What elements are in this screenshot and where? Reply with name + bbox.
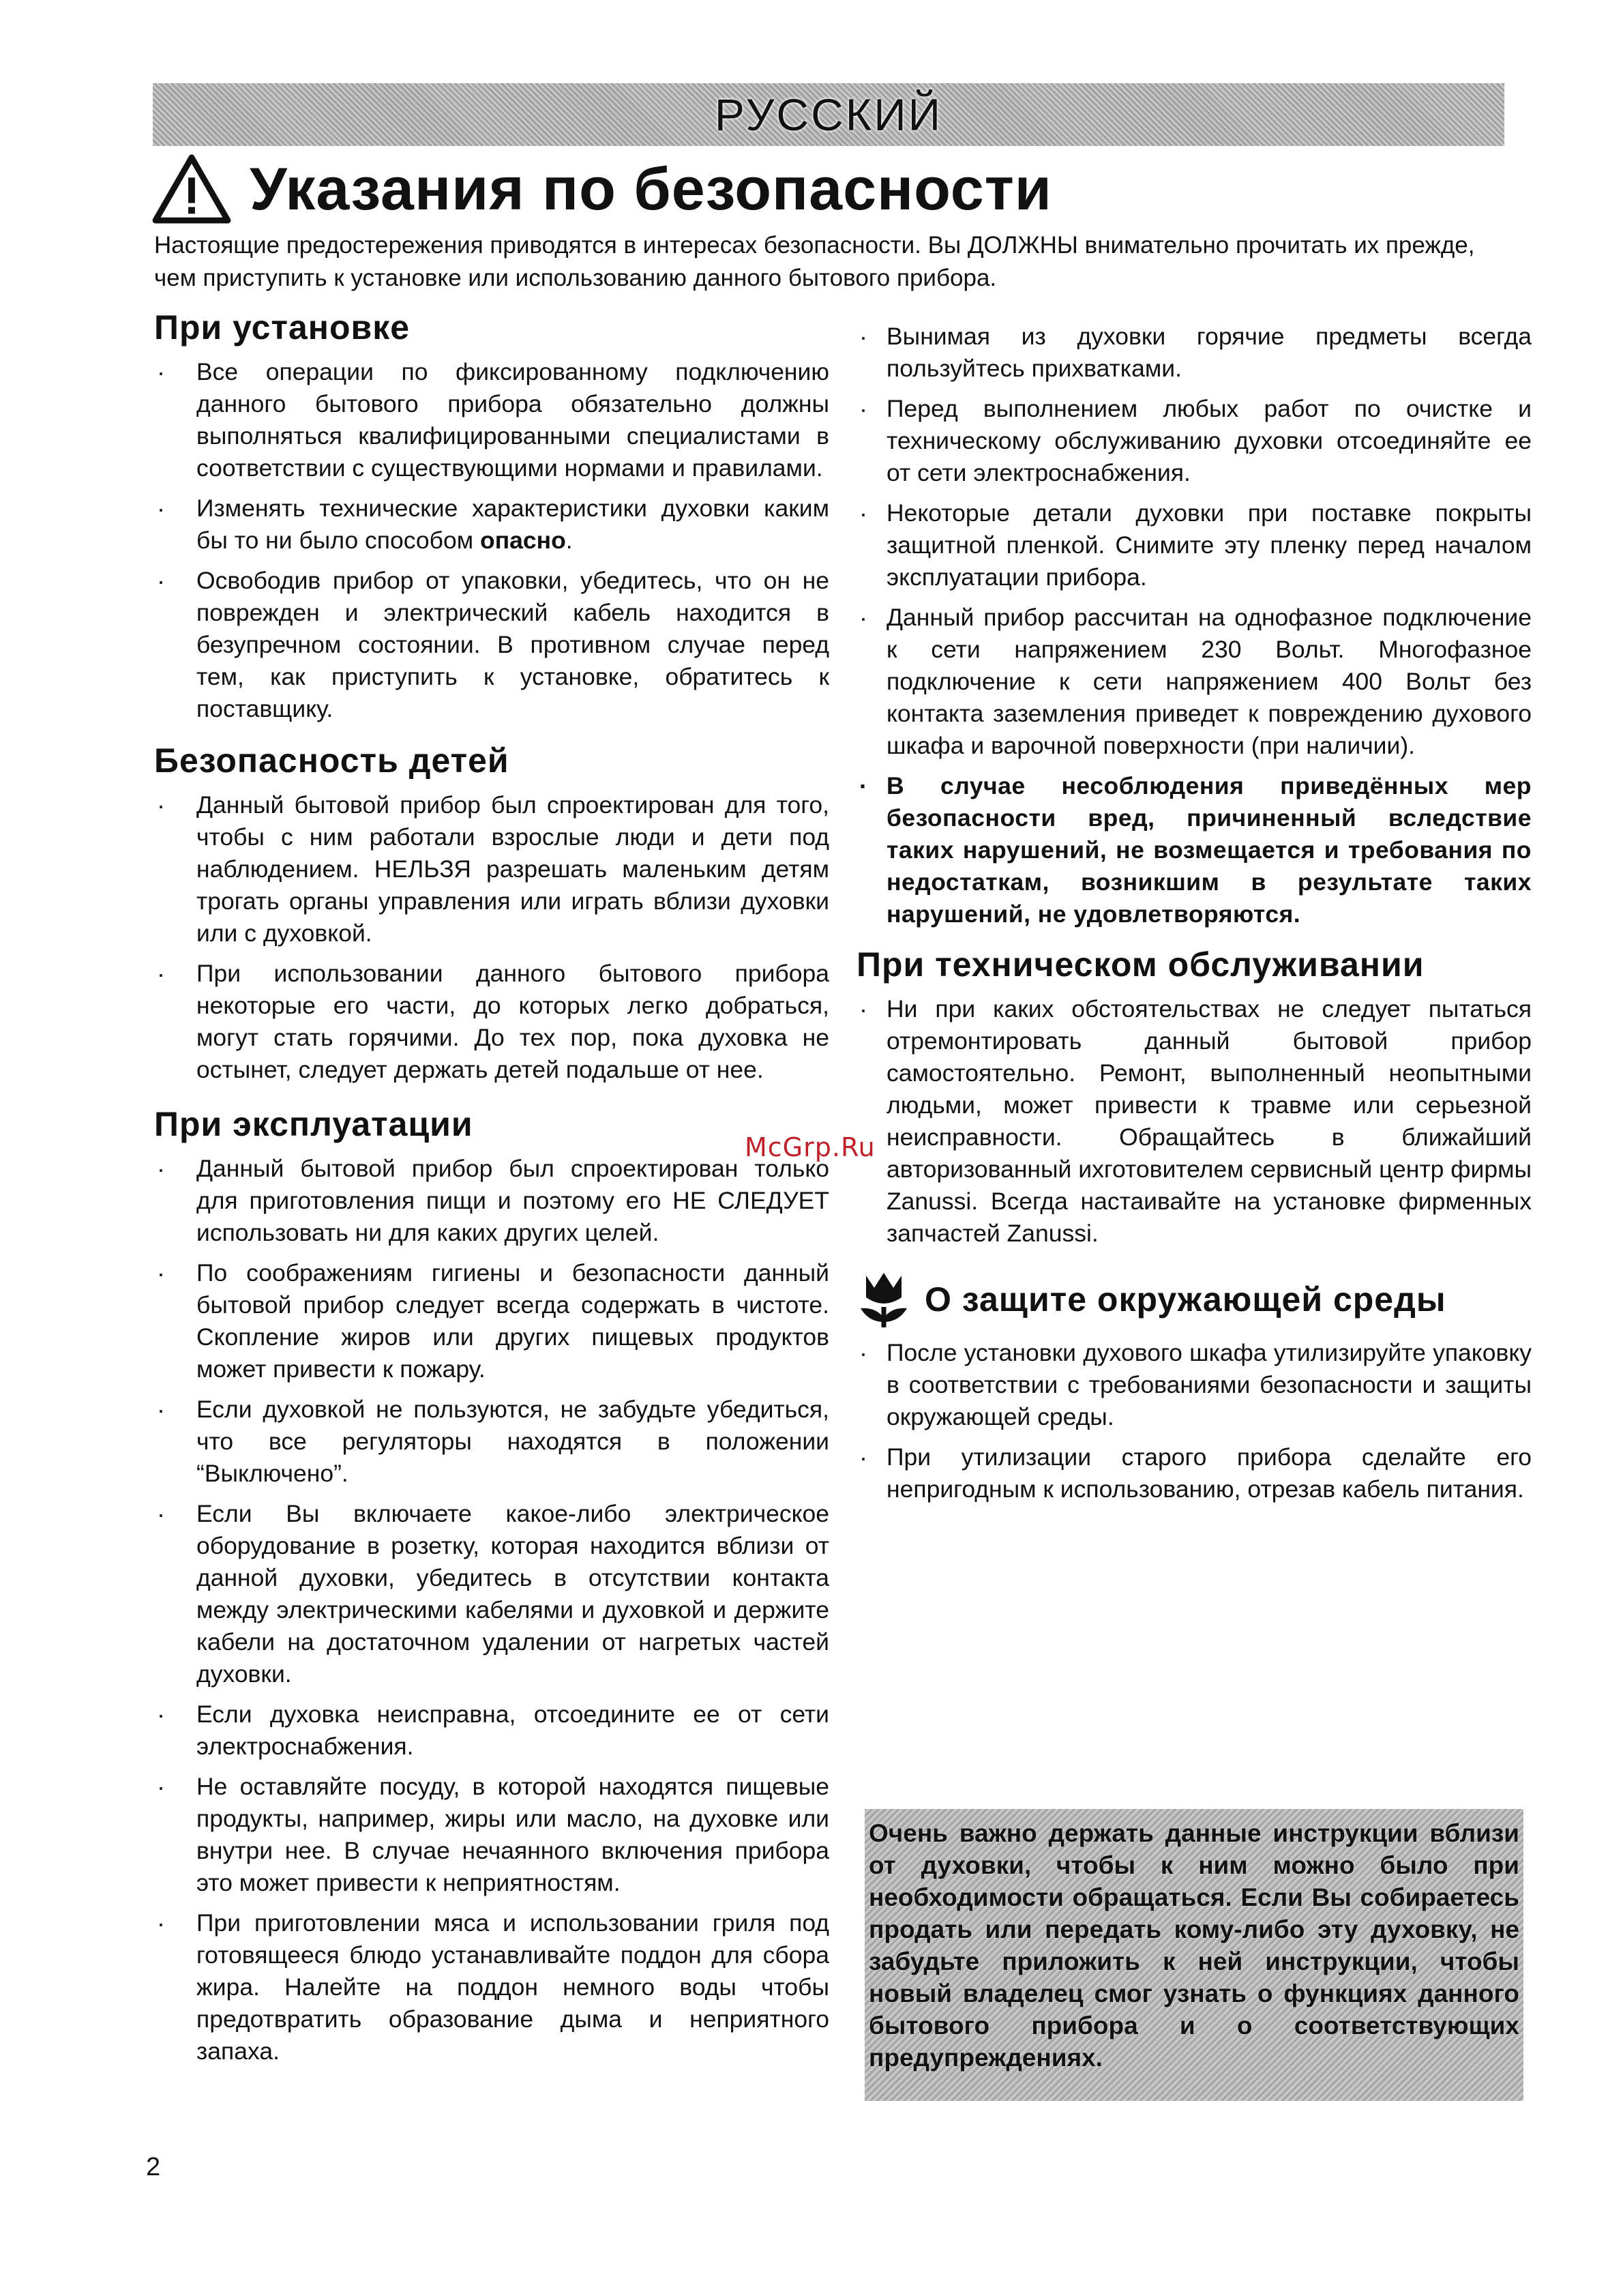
list-item: · Некоторые детали духовки при поставке покрыты защитной пленкой. Снимите эту пленку перед началом эксплуатации прибора.: [857, 497, 1532, 593]
list-item: · Вынимая из духовки горячие предметы всегда пользуйтесь прихватками.: [857, 321, 1532, 385]
list-item: · Не оставляйте посуду, в которой находятся пищевые продукты, например, жиры или масло, на духовке или внутри нее. В случае нечаянного включения прибора это может привести к неприятностям.: [154, 1771, 829, 1899]
installation-list: [154, 356, 829, 725]
list-item: · Ни при каких обстоятельствах не следует пытаться отремонтировать данный бытовой прибор самостоятельно. Ремонт, выполненный неопытными людьми, может привести к травме или серьезной неисправности. Обращайтесь в ближайший авторизованный ихготовителем сервисный центр фирмы Zanussi. Всегда настаивайте на установке фирменных запчастей Zanussi.: [857, 993, 1532, 1250]
heading-children: Безопасность детей: [154, 741, 509, 780]
danger-text: Изменять технические характеристики духовки каким бы то ни было способом: [196, 495, 829, 554]
list-item: · Если духовка неисправна, отсоедините ее от сети электроснабжения.: [154, 1698, 829, 1763]
list-item: · Перед выполнением любых работ по очистке и техническому обслуживанию духовки отсоединяйте ее от сети электроснабжения.: [857, 393, 1532, 489]
list-item: · При использовании данного бытового прибора некоторые его части, до которых легко добраться, могут стать горячими. До тех пор, пока духовка не остынет, следует держать детей подальше от нее.: [154, 958, 829, 1086]
page-title: [151, 151, 1052, 226]
children-list: [154, 789, 829, 1086]
list-item-danger: [154, 492, 829, 557]
list-item: · Данный бытовой прибор был спроектирован только для приготовления пищи и поэтому его НЕ СЛЕДУЕТ использовать ни для каких других целей.: [154, 1153, 829, 1249]
watermark: McGrp.Ru: [745, 1132, 876, 1162]
heading-operation: При эксплуатации: [154, 1105, 473, 1143]
heading-maintenance: При техническом обслуживании: [857, 945, 1425, 984]
danger-word: опасно: [480, 527, 566, 554]
notice-text: Очень важно держать данные инструкции вблизи от духовки, чтобы к ним можно было при необходимости обращаться. Если Вы собираетесь продать или передать кому-либо эту духовку, не забудьте приложить к ней инструкции, чтобы новый владелец смог узнать о функциях данного бытового прибора и о соответствующих предупреждениях.: [869, 1819, 1519, 2072]
environment-list: [857, 1337, 1532, 1505]
list-item: · Если духовкой не пользуются, не забудьте убедиться, что все регуляторы находятся в положении “Выключено”.: [154, 1394, 829, 1490]
list-item: · Данный прибор рассчитан на однофазное подключение к сети напряжением 230 Вольт. Многофазное подключение к сети напряжением 400 Вольт без контакта заземления приведет к повреждению духового шкафа и варочной поверхности (при наличии).: [857, 602, 1532, 762]
operation-list-continued: [857, 321, 1532, 930]
page-number: 2: [146, 2153, 161, 2181]
environment-title: О защите окружающей среды: [925, 1280, 1446, 1319]
title-text: Указания по безопасности: [250, 155, 1052, 222]
list-item: · Если Вы включаете какое-либо электрическое оборудование в розетку, которая находится вблизи от данной духовки, убедитесь в отсутствии контакта между электрическими кабелями и духовкой и держите кабели на достаточном удалении от нагретых частей духовки.: [154, 1498, 829, 1690]
language-label: РУССКИЙ: [714, 89, 943, 140]
right-column: [857, 321, 1532, 1514]
heading-installation: При установке: [154, 308, 411, 347]
language-banner: [153, 83, 1504, 146]
list-item-warning: · В случае несоблюдения приведённых мер безопасности вред, причиненный вследствие таких нарушений, не возмещается и требования по недостаткам, возникшим в результате таких нарушений, не удовлетворяются.: [857, 770, 1532, 930]
list-item: · При приготовлении мяса и использовании гриля под готовящееся блюдо устанавливайте поддон для сбора жира. Налейте на поддон немного воды чтобы предотвратить образование дыма и неприятного запаха.: [154, 1907, 829, 2067]
list-item: · При утилизации старого прибора сделайте его непригодным к использованию, отрезав кабель питания.: [857, 1441, 1532, 1505]
list-item: · Освободив прибор от упаковки, убедитесь, что он не поврежден и электрический кабель находится в безупречном состоянии. В противном случае перед тем, как приступить к установке, обратитесь к поставщику.: [154, 565, 829, 725]
list-item: · Данный бытовой прибор был спроектирован для того, чтобы с ним работали взрослые люди и дети под наблюдением. НЕЛЬЗЯ разрешать маленьким детям трогать органы управления или играть вблизи духовки или с духовкой.: [154, 789, 829, 950]
environment-flower-icon: [857, 1269, 911, 1330]
danger-suffix: .: [565, 527, 573, 554]
list-item: · После установки духового шкафа утилизируйте упаковку в соответствии с требованиями безопасности и защиты окружающей среды.: [857, 1337, 1532, 1433]
left-column: [154, 306, 829, 2076]
notice-box: [865, 1809, 1523, 2101]
heading-environment: [857, 1269, 1532, 1330]
intro-paragraph: Настоящие предостережения приводятся в интересах безопасности. Вы ДОЛЖНЫ внимательно прочитать их прежде, чем приступить к установке или использованию данного бытового прибора.: [154, 232, 1475, 291]
list-item: · По соображениям гигиены и безопасности данный бытовой прибор следует всегда содержать в чистоте. Скопление жиров или других пищевых продуктов может привести к пожару.: [154, 1257, 829, 1385]
warning-triangle-icon: [151, 153, 232, 224]
maintenance-list: [857, 993, 1532, 1250]
operation-list: [154, 1153, 829, 2067]
list-item: · Все операции по фиксированному подключению данного бытового прибора обязательно должны выполняться квалифицированными специалистами в соответствии с существующими нормами и правилами.: [154, 356, 829, 484]
